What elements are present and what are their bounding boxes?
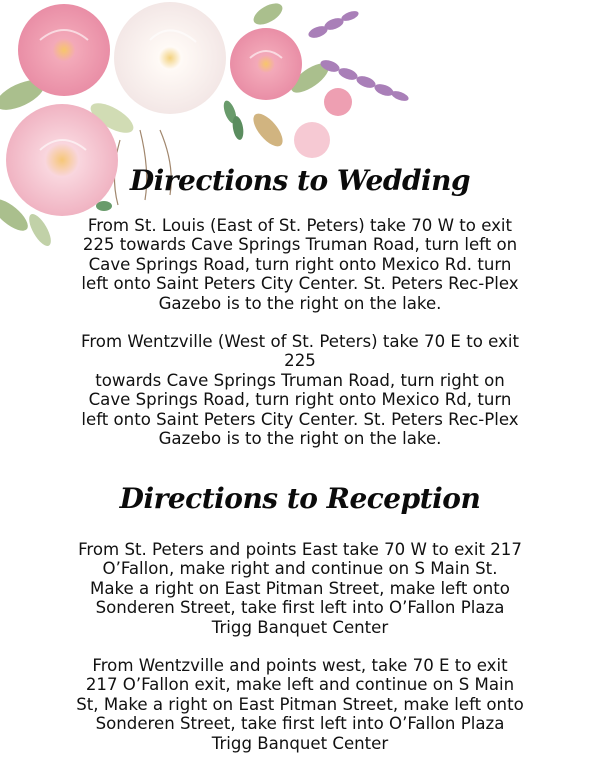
text-line: left onto Saint Peters City Center. St. Peters Rec-Plex	[81, 274, 519, 294]
text-line: From St. Louis (East of St. Peters) take 70 W to exit	[87, 216, 513, 235]
text-line: O’Fallon, make right and continue on S Main St.	[102, 559, 498, 579]
small-bud	[294, 122, 330, 158]
lavender-sprig	[307, 9, 410, 103]
text-line: towards Cave Springs Truman Road, turn right on	[95, 370, 505, 390]
text-line: From St. Peters and points East take 70 W to exit 217	[78, 540, 522, 559]
text-line: Make a right on East Pitman Street, make left onto	[90, 578, 510, 598]
text-line: Sonderen Street, take first left into O’Fallon Plaza	[95, 714, 505, 734]
text-line: Gazebo is to the right on the lake.	[158, 293, 442, 313]
wedding-directions-heading: Directions to Wedding	[129, 164, 471, 197]
text-line: From Wentzville and points west, take 70 E to exit	[92, 656, 508, 675]
white-peony	[114, 2, 226, 114]
text-line: Sonderen Street, take first left into O’Fallon Plaza	[95, 598, 505, 618]
text-line: Trigg Banquet Center	[211, 733, 389, 753]
text-line: 225 towards Cave Springs Truman Road, turn left on	[82, 235, 518, 255]
text-line: From Wentzville (West of St. Peters) take 70 E to exit	[81, 332, 519, 351]
text-line: Gazebo is to the right on the lake.	[158, 429, 442, 449]
text-line: Cave Springs Road, turn right onto Mexico Rd, turn	[88, 390, 512, 410]
pink-rose-top-left	[18, 4, 110, 96]
text-line: left onto Saint Peters City Center. St. Peters Rec-Plex	[81, 409, 519, 429]
blush-peony	[6, 104, 118, 216]
text-line: 217 O’Fallon exit, make left and continue on S Main	[85, 675, 515, 695]
reception-directions-heading: Directions to Reception	[119, 482, 481, 515]
text-line: 225	[284, 351, 316, 371]
rose-bud	[324, 88, 352, 116]
text-line: St, Make a right on East Pitman Street, make left onto	[76, 694, 524, 714]
text-line: Trigg Banquet Center	[211, 617, 389, 637]
reception-directions-east	[40, 540, 560, 637]
reception-directions-west	[40, 656, 560, 753]
pink-rose-right	[230, 28, 302, 100]
wedding-directions-west	[40, 332, 560, 448]
wedding-directions-east	[40, 216, 560, 313]
text-line: Cave Springs Road, turn right onto Mexico Rd. turn	[88, 254, 512, 274]
